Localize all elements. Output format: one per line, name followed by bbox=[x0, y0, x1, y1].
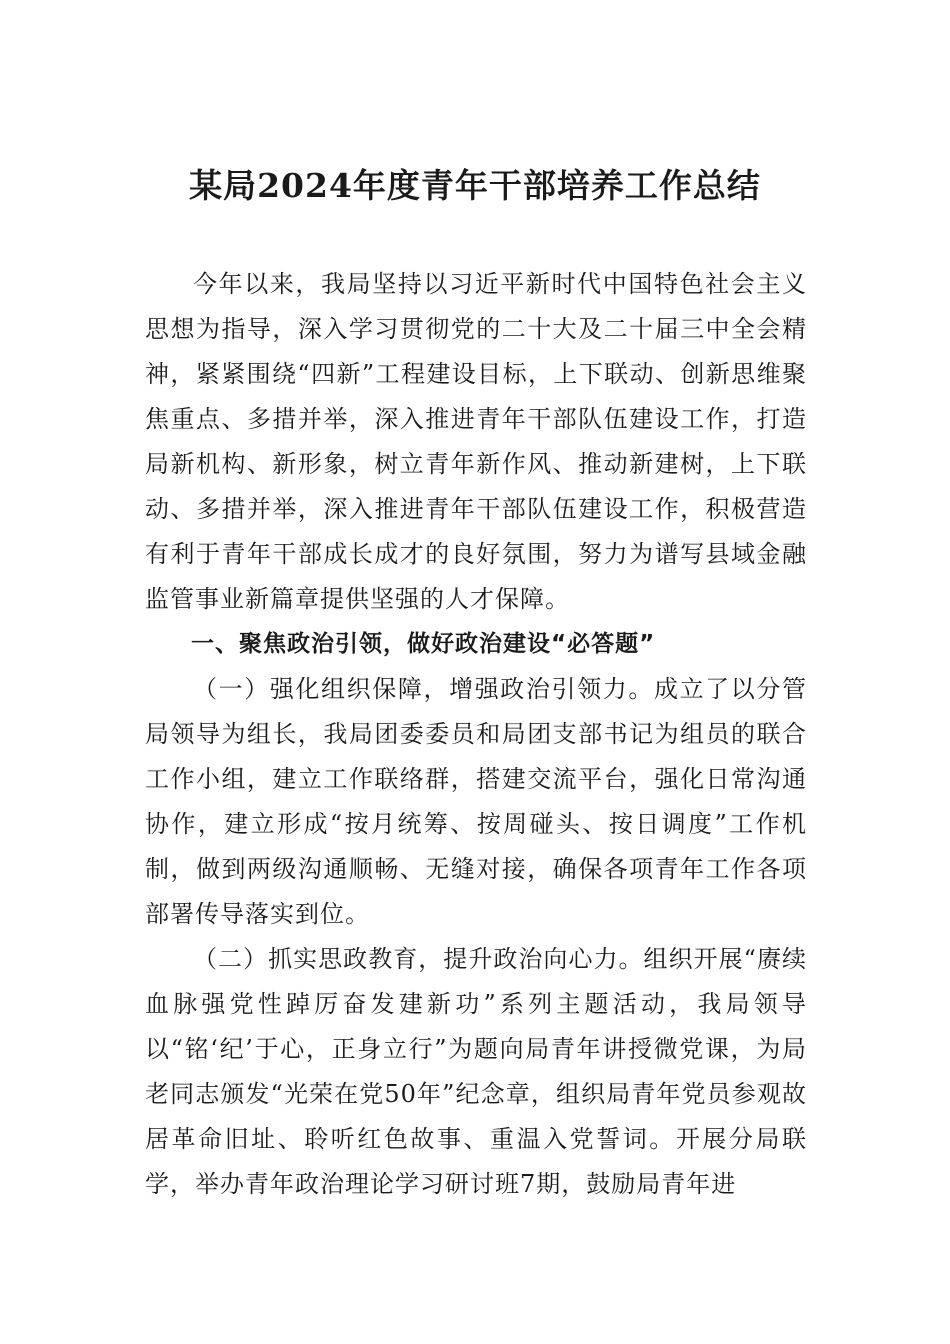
document-title: 某局2024年度青年干部培养工作总结 bbox=[189, 166, 761, 205]
item-text: 成立了以分管局领导为组长，我局团委委员和局团支部书记为组员的联合工作小组，建立工作联络群，搭建交流平台，强化日常沟通协作，建立形成“按月统筹、按周碰头、按日调度”工作机制，做到两级沟通顺畅、无缝对接，确保各项青年工作各项部署传导落实到位。 bbox=[145, 675, 808, 928]
section-item-paragraph bbox=[145, 667, 807, 937]
intro-paragraph: 今年以来，我局坚持以习近平新时代中国特色社会主义思想为指导，深入学习贯彻党的二十大及二十届三中全会精神，紧紧围绕“四新”工程建设目标，上下联动、创新思维聚焦重点、多措并举，深入推进青年干部队伍建设工作，打造局新机构、新形象，树立青年新作风、推动新建树，上下联动、多措并举，深入推进青年干部队伍建设工作，积极营造有利于青年干部成长成才的良好氛围，努力为谱写县域金融监管事业新篇章提供坚强的人才保障。 bbox=[145, 270, 807, 613]
document-body bbox=[145, 262, 807, 1207]
item-text: 组织开展“赓续血脉强党性踔厉奋发建新功”系列主题活动，我局领导以“铭‘纪’于心，正身立行”为题向局青年讲授微党课，为局老同志颁发“光荣在党50年”纪念章，组织局青年党员参观故居革命旧址、聆听红色故事、重温入党誓词。开展分局联学，举办青年政治理论学习研讨班7期，鼓励局青年进 bbox=[145, 945, 807, 1198]
section-heading: 一、聚焦政治引领，做好政治建设“必答题” bbox=[191, 631, 656, 657]
section-item-paragraph bbox=[145, 937, 807, 1207]
item-lead: （二）抓实思政教育，提升政治向心力。 bbox=[193, 945, 644, 973]
item-lead: （一）强化组织保障，增强政治引领力。 bbox=[193, 675, 654, 703]
